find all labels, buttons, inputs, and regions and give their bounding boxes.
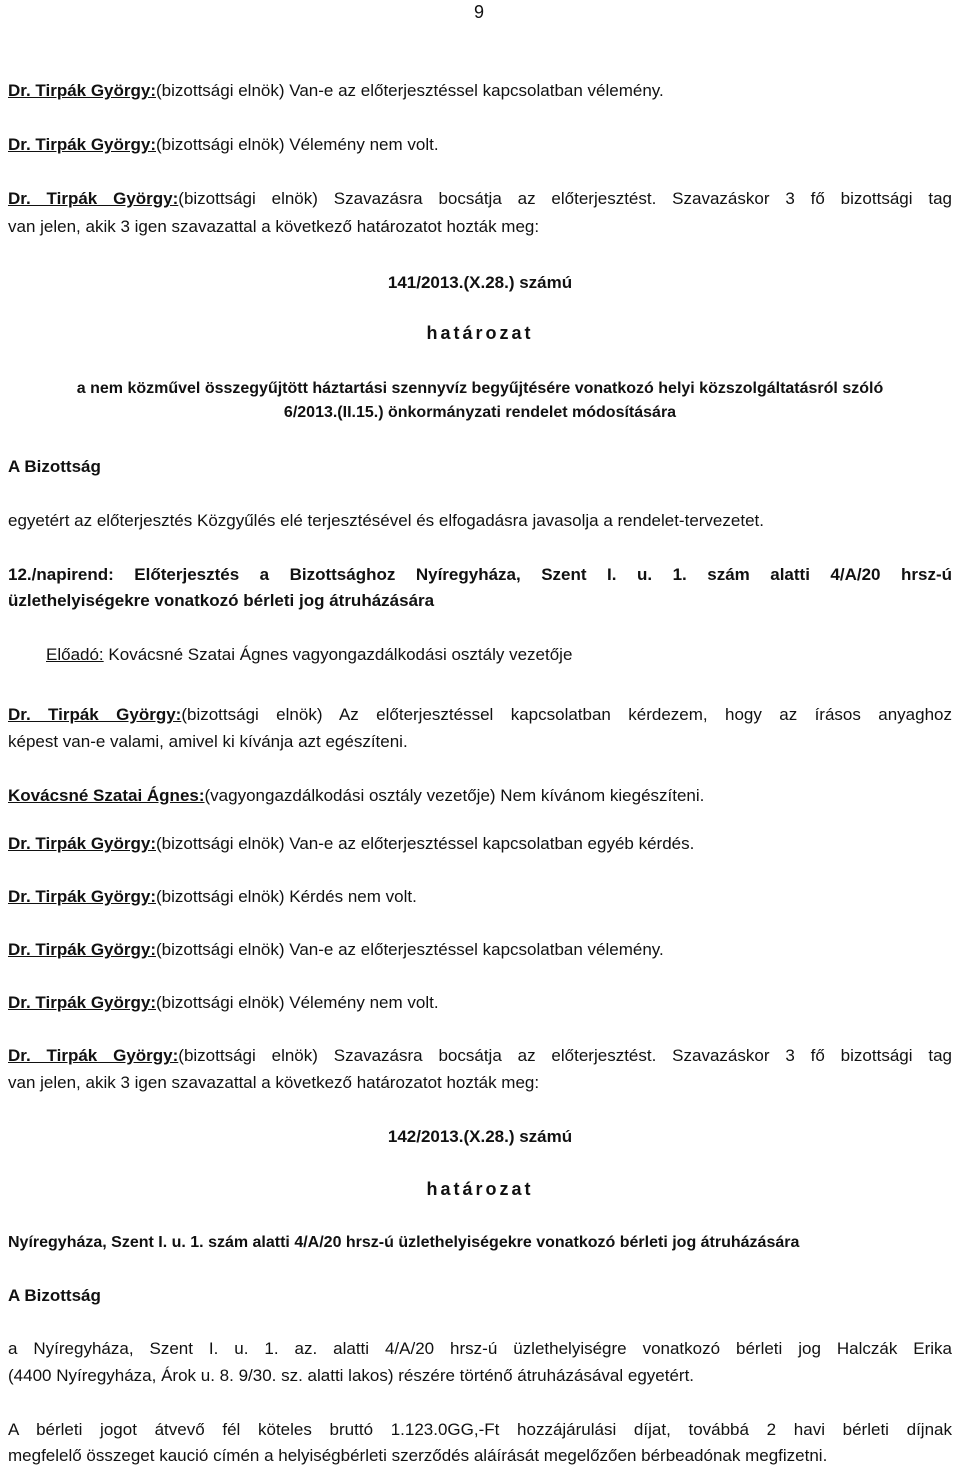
speaker-role: (bizottsági elnök) bbox=[178, 1046, 318, 1065]
statement-text: Nem kívánom kiegészíteni. bbox=[495, 786, 705, 805]
statement-text: Szavazásra bocsátja az előterjesztést. Szavazáskor 3 fő bizottsági tag bbox=[317, 189, 952, 208]
minutes-line bbox=[8, 939, 664, 961]
speaker-role: (bizottsági elnök) bbox=[178, 189, 318, 208]
resolution-title: 6/2013.(II.15.) önkormányzati rendelet módosítására bbox=[283, 404, 677, 421]
speaker-name: Kovácsné Szatai Ágnes: bbox=[8, 786, 205, 805]
speaker-role: (bizottsági elnök) bbox=[156, 81, 285, 100]
committee-label: A Bizottság bbox=[8, 1286, 101, 1305]
agenda-item-continuation: üzlethelyiségekre vonatkozó bérleti jog átruházására bbox=[8, 591, 435, 610]
resolution-number: 141/2013.(X.28.) számú bbox=[387, 273, 573, 292]
speaker-name: Dr. Tirpák György: bbox=[8, 81, 157, 100]
speaker-name: Dr. Tirpák György: bbox=[8, 189, 179, 208]
speaker-role: (bizottsági elnök) bbox=[156, 993, 285, 1012]
speaker-role: (bizottsági elnök) bbox=[156, 135, 285, 154]
resolution-body: megfelelő összeget kaució címén a helyiségbérleti szerződés aláírását megelőzően bérbeadónak megfizetni. bbox=[8, 1446, 828, 1465]
statement-text: Az előterjesztéssel kapcsolatban kérdezem, hogy az írásos anyaghoz bbox=[322, 705, 952, 724]
minutes-line bbox=[8, 785, 704, 807]
statement-text: Kérdés nem volt. bbox=[284, 887, 417, 906]
minutes-line bbox=[8, 1045, 952, 1067]
resolution-body: A bérleti jogot átvevő fél köteles bruttó 1.123.0GG,-Ft hozzájárulási díjat, továbbá 2 havi bérleti díjnak bbox=[8, 1420, 952, 1439]
statement-continuation: van jelen, akik 3 igen szavazattal a következő határozatot hozták meg: bbox=[8, 217, 540, 236]
page-number: 9 bbox=[474, 2, 485, 22]
statement-text: Szavazásra bocsátja az előterjesztést. Szavazáskor 3 fő bizottsági tag bbox=[317, 1046, 952, 1065]
statement-text: Van-e az előterjesztéssel kapcsolatban vélemény. bbox=[284, 81, 664, 100]
speaker-role: (bizottsági elnök) bbox=[156, 887, 285, 906]
speaker-name: Dr. Tirpák György: bbox=[8, 1046, 179, 1065]
resolution-number: 142/2013.(X.28.) számú bbox=[387, 1127, 573, 1146]
resolution-body: egyetért az előterjesztés Közgyűlés elé terjesztésével és elfogadásra javasolja a rendelet-tervezetet. bbox=[8, 511, 764, 530]
committee-label: A Bizottság bbox=[8, 457, 101, 476]
speaker-name: Dr. Tirpák György: bbox=[8, 940, 157, 959]
speaker-name: Dr. Tirpák György: bbox=[8, 705, 182, 724]
speaker-role: (bizottsági elnök) bbox=[181, 705, 323, 724]
minutes-line bbox=[8, 833, 694, 855]
speaker-role: (bizottsági elnök) bbox=[156, 834, 285, 853]
statement-continuation: képest van-e valami, amivel ki kívánja azt egészíteni. bbox=[8, 732, 408, 751]
presenter-line bbox=[46, 644, 572, 666]
minutes-line bbox=[8, 704, 952, 726]
minutes-line bbox=[8, 134, 439, 156]
speaker-name: Dr. Tirpák György: bbox=[8, 834, 157, 853]
minutes-line bbox=[8, 80, 664, 102]
presenter-label: Előadó: bbox=[46, 645, 104, 664]
minutes-line bbox=[8, 188, 952, 210]
speaker-role: (vagyongazdálkodási osztály vezetője) bbox=[204, 786, 496, 805]
resolution-body: (4400 Nyíregyháza, Árok u. 8. 9/30. sz. alatti lakos) részére történő átruházásával egyetért. bbox=[8, 1366, 695, 1385]
minutes-line bbox=[8, 992, 439, 1014]
statement-text: Van-e az előterjesztéssel kapcsolatban egyéb kérdés. bbox=[284, 834, 695, 853]
speaker-name: Dr. Tirpák György: bbox=[8, 887, 157, 906]
resolution-title: a nem közművel összegyűjtött háztartási szennyvíz begyűjtésére vonatkozó helyi közszolgáltatásról szóló bbox=[76, 380, 884, 397]
statement-continuation: van jelen, akik 3 igen szavazattal a következő határozatot hozták meg: bbox=[8, 1073, 540, 1092]
presenter-name: Kovácsné Szatai Ágnes vagyongazdálkodási osztály vezetője bbox=[103, 645, 573, 664]
resolution-title: Nyíregyháza, Szent I. u. 1. szám alatti 4/A/20 hrsz-ú üzlethelyiségekre vonatkozó bérleti jog átruházására bbox=[8, 1234, 800, 1251]
speaker-role: (bizottsági elnök) bbox=[156, 940, 285, 959]
resolution-body: a Nyíregyháza, Szent I. u. 1. az. alatti 4/A/20 hrsz-ú üzlethelyiségre vonatkozó bérleti jog Halczák Erika bbox=[8, 1339, 952, 1358]
speaker-name: Dr. Tirpák György: bbox=[8, 993, 157, 1012]
speaker-name: Dr. Tirpák György: bbox=[8, 135, 157, 154]
resolution-heading: határozat bbox=[426, 323, 534, 343]
minutes-line bbox=[8, 886, 417, 908]
resolution-heading: határozat bbox=[426, 1179, 534, 1199]
statement-text: Vélemény nem volt. bbox=[284, 993, 439, 1012]
statement-text: Van-e az előterjesztéssel kapcsolatban vélemény. bbox=[284, 940, 664, 959]
agenda-item: 12./napirend: Előterjesztés a Bizottsághoz Nyíregyháza, Szent I. u. 1. szám alatti 4/A/20 hrsz-ú bbox=[8, 565, 952, 584]
statement-text: Vélemény nem volt. bbox=[284, 135, 439, 154]
